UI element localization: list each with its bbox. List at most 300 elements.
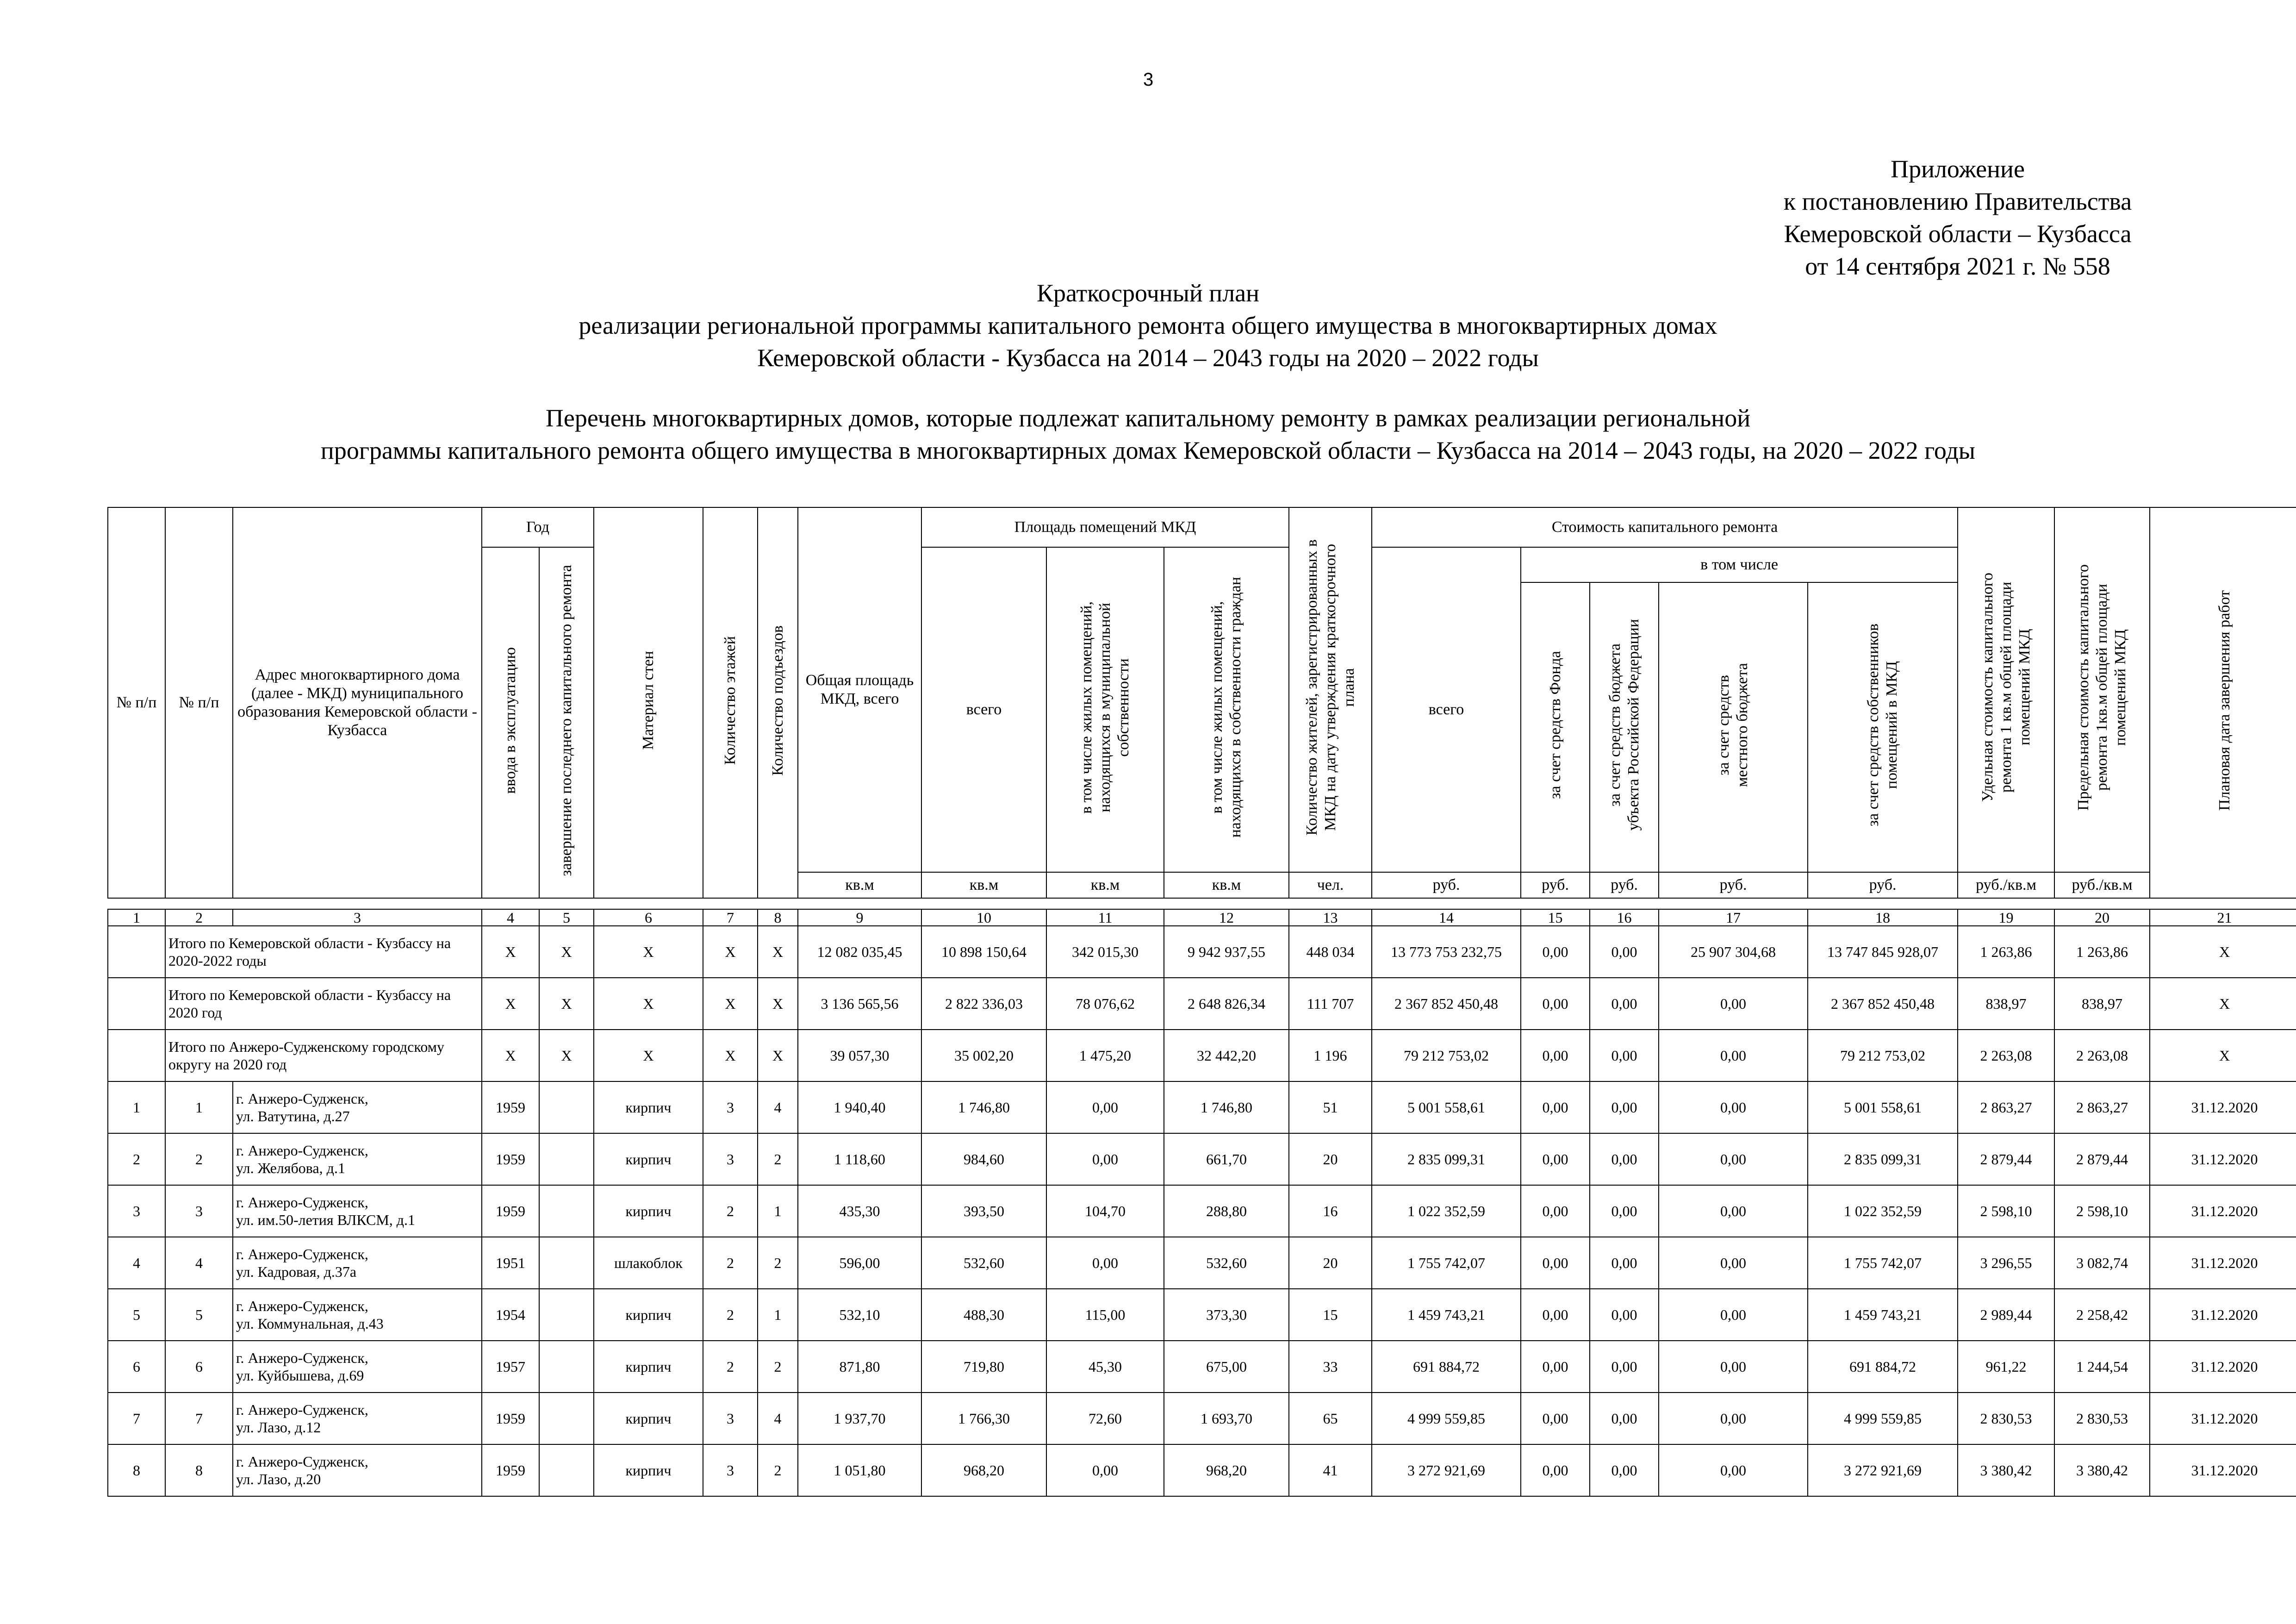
row-c4: 1959 [482, 1185, 539, 1237]
row-c10: 1 766,30 [921, 1393, 1046, 1444]
row-c14: 1 459 743,21 [1372, 1289, 1521, 1341]
row-address [233, 1393, 482, 1444]
total-c21: X [2150, 978, 2296, 1030]
total-label: Итого по Анжеро-Судженскому городскому округу на 2020 год [165, 1030, 482, 1081]
row-c9: 1 937,70 [798, 1393, 921, 1444]
row-c11: 0,00 [1046, 1237, 1164, 1289]
header-col-residents: Количество жителей, зарегистрированных в МКД на дату утверждения краткосрочного плана [1289, 507, 1372, 872]
row-number: 1 [108, 1081, 165, 1133]
appendix-line: Кемеровской области – Кузбасса [1784, 220, 2132, 248]
header-col-total-area: Общая площадь МКД, всего [798, 507, 921, 872]
total-c10: 10 898 150,64 [921, 926, 1046, 978]
unit-cell: руб. [1808, 872, 1958, 898]
column-number: 11 [1046, 909, 1164, 926]
row-c16: 0,00 [1590, 1341, 1659, 1393]
row-c9: 871,80 [798, 1341, 921, 1393]
total-c15: 0,00 [1521, 926, 1590, 978]
column-number: 21 [2150, 909, 2296, 926]
row-c17: 0,00 [1659, 1237, 1808, 1289]
row-c5 [539, 1185, 594, 1237]
address-city: г. Анжеро-Судженск, [236, 1453, 368, 1470]
table-row [108, 1237, 2296, 1289]
row-c15: 0,00 [1521, 1133, 1590, 1185]
row-c19: 2 879,44 [1958, 1133, 2054, 1185]
unit-cell: чел. [1289, 872, 1372, 898]
row-c10: 1 746,80 [921, 1081, 1046, 1133]
row-c14: 691 884,72 [1372, 1341, 1521, 1393]
row-c11: 72,60 [1046, 1393, 1164, 1444]
table-row [108, 1289, 2296, 1341]
row-c10: 968,20 [921, 1444, 1046, 1496]
row-c15: 0,00 [1521, 1444, 1590, 1496]
row-number-2: 3 [165, 1185, 233, 1237]
row-c14: 1 755 742,07 [1372, 1237, 1521, 1289]
row-c17: 0,00 [1659, 1444, 1808, 1496]
total-blank [108, 926, 165, 978]
row-c6: кирпич [594, 1393, 703, 1444]
row-number: 2 [108, 1133, 165, 1185]
total-c19: 1 263,86 [1958, 926, 2054, 978]
row-c6: кирпич [594, 1133, 703, 1185]
row-c13: 41 [1289, 1444, 1372, 1496]
header-col-local-budget: за счет средств местного бюджета [1659, 582, 1808, 872]
row-c10: 984,60 [921, 1133, 1046, 1185]
total-c14: 13 773 753 232,75 [1372, 926, 1521, 978]
row-c13: 33 [1289, 1341, 1372, 1393]
total-c7: X [703, 978, 758, 1030]
row-c21: 31.12.2020 [2150, 1081, 2296, 1133]
row-c21: 31.12.2020 [2150, 1185, 2296, 1237]
total-c11: 78 076,62 [1046, 978, 1164, 1030]
row-address [233, 1133, 482, 1185]
total-c5: X [539, 1030, 594, 1081]
row-c9: 1 940,40 [798, 1081, 921, 1133]
total-c18: 13 747 845 928,07 [1808, 926, 1958, 978]
row-c13: 20 [1289, 1133, 1372, 1185]
row-c20: 2 879,44 [2054, 1133, 2150, 1185]
row-c12: 968,20 [1164, 1444, 1289, 1496]
row-c11: 115,00 [1046, 1289, 1164, 1341]
row-c13: 16 [1289, 1185, 1372, 1237]
row-c20: 1 244,54 [2054, 1341, 2150, 1393]
row-c16: 0,00 [1590, 1081, 1659, 1133]
row-c19: 2 863,27 [1958, 1081, 2054, 1133]
row-number-2: 7 [165, 1393, 233, 1444]
total-c7: X [703, 926, 758, 978]
row-c14: 5 001 558,61 [1372, 1081, 1521, 1133]
row-c10: 488,30 [921, 1289, 1046, 1341]
column-number: 16 [1590, 909, 1659, 926]
row-c6: кирпич [594, 1081, 703, 1133]
table-row [108, 1185, 2296, 1237]
row-c4: 1959 [482, 1133, 539, 1185]
total-c17: 0,00 [1659, 1030, 1808, 1081]
total-row [108, 978, 2296, 1030]
total-c4: X [482, 978, 539, 1030]
row-number: 7 [108, 1393, 165, 1444]
row-c8: 2 [758, 1133, 798, 1185]
row-c5 [539, 1393, 594, 1444]
row-c7: 3 [703, 1393, 758, 1444]
address-city: г. Анжеро-Судженск, [236, 1298, 368, 1314]
row-c15: 0,00 [1521, 1341, 1590, 1393]
column-number: 18 [1808, 909, 1958, 926]
total-blank [108, 1030, 165, 1081]
row-c20: 2 598,10 [2054, 1185, 2150, 1237]
table-header [107, 507, 2296, 899]
total-row [108, 926, 2296, 978]
row-c15: 0,00 [1521, 1081, 1590, 1133]
table-row [108, 1081, 2296, 1133]
row-c4: 1954 [482, 1289, 539, 1341]
row-c6: кирпич [594, 1444, 703, 1496]
row-address [233, 1289, 482, 1341]
header-incl-group: в том числе [1521, 547, 1958, 582]
unit-cell: кв.м [1164, 872, 1289, 898]
row-c18: 3 272 921,69 [1808, 1444, 1958, 1496]
row-c6: шлакоблок [594, 1237, 703, 1289]
unit-cell: кв.м [921, 872, 1046, 898]
address-street: ул. Куйбышева, д.69 [236, 1367, 364, 1384]
address-city: г. Анжеро-Судженск, [236, 1349, 368, 1366]
column-number: 6 [594, 909, 703, 926]
column-number: 12 [1164, 909, 1289, 926]
row-c20: 3 082,74 [2054, 1237, 2150, 1289]
total-c12: 9 942 937,55 [1164, 926, 1289, 978]
row-c16: 0,00 [1590, 1185, 1659, 1237]
header-col-area-private: в том числе жилых помещений, находящихся в собственности граждан [1164, 547, 1289, 872]
subtitle-line: программы капитального ремонта общего имущества в многоквартирных домах Кемеровской области – Кузбасса на 2014 – 2043 годы, на 2020 – 2022 годы [320, 437, 1976, 464]
row-c14: 4 999 559,85 [1372, 1393, 1521, 1444]
header-col-cost-total: всего [1372, 547, 1521, 872]
total-c12: 32 442,20 [1164, 1030, 1289, 1081]
column-number: 2 [165, 909, 233, 926]
row-c11: 0,00 [1046, 1444, 1164, 1496]
row-number: 3 [108, 1185, 165, 1237]
row-c18: 1 755 742,07 [1808, 1237, 1958, 1289]
table-row [108, 1133, 2296, 1185]
column-number: 13 [1289, 909, 1372, 926]
total-c19: 838,97 [1958, 978, 2054, 1030]
header-cost-group: Стоимость капитального ремонта [1372, 507, 1958, 547]
header-year-group: Год [482, 507, 594, 547]
total-c11: 342 015,30 [1046, 926, 1164, 978]
column-number: 7 [703, 909, 758, 926]
total-c14: 79 212 753,02 [1372, 1030, 1521, 1081]
total-c6: X [594, 1030, 703, 1081]
header-col-wall: Материал стен [594, 507, 703, 898]
row-c5 [539, 1444, 594, 1496]
row-c7: 2 [703, 1341, 758, 1393]
total-c17: 0,00 [1659, 978, 1808, 1030]
row-c11: 104,70 [1046, 1185, 1164, 1237]
row-c5 [539, 1237, 594, 1289]
row-address [233, 1185, 482, 1237]
row-number: 5 [108, 1289, 165, 1341]
header-col-fund: за счет средств Фонда [1521, 582, 1590, 872]
row-c19: 961,22 [1958, 1341, 2054, 1393]
total-c11: 1 475,20 [1046, 1030, 1164, 1081]
row-c7: 3 [703, 1133, 758, 1185]
row-number-2: 4 [165, 1237, 233, 1289]
row-c12: 532,60 [1164, 1237, 1289, 1289]
total-c20: 2 263,08 [2054, 1030, 2150, 1081]
header-col-owners: за счет средств собственников помещений в МКД [1808, 582, 1958, 872]
row-address [233, 1081, 482, 1133]
row-c4: 1959 [482, 1393, 539, 1444]
header-col-unit-cost: Удельная стоимость капитального ремонта 1 кв.м общей площади помещений МКД [1958, 507, 2054, 872]
row-c17: 0,00 [1659, 1133, 1808, 1185]
total-c18: 2 367 852 450,48 [1808, 978, 1958, 1030]
row-c20: 3 380,42 [2054, 1444, 2150, 1496]
row-address [233, 1444, 482, 1496]
total-c6: X [594, 926, 703, 978]
total-c8: X [758, 1030, 798, 1081]
total-c8: X [758, 926, 798, 978]
unit-cell: руб./кв.м [2054, 872, 2150, 898]
row-c9: 596,00 [798, 1237, 921, 1289]
row-c19: 2 598,10 [1958, 1185, 2054, 1237]
title-line: Краткосрочный план [1036, 279, 1260, 307]
header-col-limit-cost: Предельная стоимость капитального ремонта 1кв.м общей площади помещений МКД [2054, 507, 2150, 872]
column-number-row [108, 909, 2296, 926]
unit-cell: кв.м [1046, 872, 1164, 898]
header-col-last-repair: завершение последнего капитального ремонта [539, 547, 594, 898]
table-row [108, 1393, 2296, 1444]
row-c13: 15 [1289, 1289, 1372, 1341]
appendix-line: Приложение [1891, 155, 2025, 183]
address-street: ул. Кадровая, д.37а [236, 1263, 357, 1280]
row-c5 [539, 1133, 594, 1185]
row-c6: кирпич [594, 1341, 703, 1393]
row-c19: 3 296,55 [1958, 1237, 2054, 1289]
row-c19: 2 989,44 [1958, 1289, 2054, 1341]
row-number-2: 5 [165, 1289, 233, 1341]
total-label: Итого по Кемеровской области - Кузбассу на 2020 год [165, 978, 482, 1030]
total-c9: 39 057,30 [798, 1030, 921, 1081]
row-c19: 2 830,53 [1958, 1393, 2054, 1444]
row-c20: 2 258,42 [2054, 1289, 2150, 1341]
row-c9: 1 051,80 [798, 1444, 921, 1496]
row-c8: 4 [758, 1393, 798, 1444]
row-c4: 1959 [482, 1444, 539, 1496]
total-c12: 2 648 826,34 [1164, 978, 1289, 1030]
address-city: г. Анжеро-Судженск, [236, 1401, 368, 1418]
row-c11: 0,00 [1046, 1081, 1164, 1133]
address-street: ул. Ватутина, д.27 [236, 1108, 350, 1124]
unit-cell: руб. [1590, 872, 1659, 898]
column-number: 3 [233, 909, 482, 926]
row-c18: 2 835 099,31 [1808, 1133, 1958, 1185]
total-c7: X [703, 1030, 758, 1081]
total-c4: X [482, 926, 539, 978]
column-number: 15 [1521, 909, 1590, 926]
row-c12: 1 693,70 [1164, 1393, 1289, 1444]
title-line: Кемеровской области - Кузбасса на 2014 – 2043 годы на 2020 – 2022 годы [757, 344, 1539, 372]
row-c8: 1 [758, 1185, 798, 1237]
row-c7: 2 [703, 1185, 758, 1237]
row-c16: 0,00 [1590, 1444, 1659, 1496]
data-table [107, 909, 2296, 1497]
row-c12: 1 746,80 [1164, 1081, 1289, 1133]
row-c4: 1959 [482, 1081, 539, 1133]
row-c21: 31.12.2020 [2150, 1289, 2296, 1341]
total-c21: X [2150, 1030, 2296, 1081]
row-c16: 0,00 [1590, 1289, 1659, 1341]
row-c20: 2 830,53 [2054, 1393, 2150, 1444]
unit-cell: руб. [1659, 872, 1808, 898]
row-number: 6 [108, 1341, 165, 1393]
row-c16: 0,00 [1590, 1393, 1659, 1444]
row-c10: 719,80 [921, 1341, 1046, 1393]
address-city: г. Анжеро-Судженск, [236, 1194, 368, 1211]
row-c4: 1951 [482, 1237, 539, 1289]
header-col-area-municipal: в том числе жилых помещений, находящихся в муниципальной собственности [1046, 547, 1164, 872]
header-col-entrances: Количество подъездов [758, 507, 798, 898]
header-col-completion-date: Плановая дата завершения работ [2150, 507, 2296, 898]
row-c8: 2 [758, 1444, 798, 1496]
total-c4: X [482, 1030, 539, 1081]
table-row [108, 1444, 2296, 1496]
row-c9: 1 118,60 [798, 1133, 921, 1185]
table-body [108, 909, 2296, 1496]
row-c7: 2 [703, 1237, 758, 1289]
total-c16: 0,00 [1590, 926, 1659, 978]
unit-cell: руб./кв.м [1958, 872, 2054, 898]
total-c16: 0,00 [1590, 978, 1659, 1030]
total-label: Итого по Кемеровской области - Кузбассу на 2020-2022 годы [165, 926, 482, 978]
unit-cell: руб. [1372, 872, 1521, 898]
row-c21: 31.12.2020 [2150, 1237, 2296, 1289]
address-city: г. Анжеро-Судженск, [236, 1246, 368, 1262]
row-c13: 65 [1289, 1393, 1372, 1444]
row-c11: 45,30 [1046, 1341, 1164, 1393]
row-c18: 1 022 352,59 [1808, 1185, 1958, 1237]
appendix-line: от 14 сентября 2021 г. № 558 [1805, 252, 2110, 280]
row-number-2: 1 [165, 1081, 233, 1133]
header-col-1: № п/п [108, 507, 165, 898]
row-c15: 0,00 [1521, 1289, 1590, 1341]
appendix-line: к постановлению Правительства [1783, 187, 2132, 215]
total-row [108, 1030, 2296, 1081]
total-c5: X [539, 978, 594, 1030]
row-c18: 4 999 559,85 [1808, 1393, 1958, 1444]
column-number: 14 [1372, 909, 1521, 926]
column-number: 4 [482, 909, 539, 926]
row-c15: 0,00 [1521, 1185, 1590, 1237]
total-c8: X [758, 978, 798, 1030]
total-c10: 35 002,20 [921, 1030, 1046, 1081]
unit-cell: руб. [1521, 872, 1590, 898]
row-number-2: 6 [165, 1341, 233, 1393]
total-c15: 0,00 [1521, 978, 1590, 1030]
row-c13: 51 [1289, 1081, 1372, 1133]
column-number: 19 [1958, 909, 2054, 926]
row-c10: 393,50 [921, 1185, 1046, 1237]
total-c20: 1 263,86 [2054, 926, 2150, 978]
row-c6: кирпич [594, 1185, 703, 1237]
total-c6: X [594, 978, 703, 1030]
address-city: г. Анжеро-Судженск, [236, 1142, 368, 1159]
row-c9: 532,10 [798, 1289, 921, 1341]
total-c10: 2 822 336,03 [921, 978, 1046, 1030]
total-c17: 25 907 304,68 [1659, 926, 1808, 978]
total-c9: 12 082 035,45 [798, 926, 921, 978]
row-c16: 0,00 [1590, 1237, 1659, 1289]
subtitle-line: Перечень многоквартирных домов, которые подлежат капитальному ремонту в рамках реализации региональной [545, 404, 1751, 432]
row-c12: 373,30 [1164, 1289, 1289, 1341]
total-c14: 2 367 852 450,48 [1372, 978, 1521, 1030]
total-c18: 79 212 753,02 [1808, 1030, 1958, 1081]
row-c16: 0,00 [1590, 1133, 1659, 1185]
row-c5 [539, 1341, 594, 1393]
row-c20: 2 863,27 [2054, 1081, 2150, 1133]
row-c8: 4 [758, 1081, 798, 1133]
row-c5 [539, 1081, 594, 1133]
row-c17: 0,00 [1659, 1289, 1808, 1341]
row-c14: 2 835 099,31 [1372, 1133, 1521, 1185]
row-address [233, 1237, 482, 1289]
row-c7: 2 [703, 1289, 758, 1341]
row-c8: 2 [758, 1341, 798, 1393]
total-c13: 448 034 [1289, 926, 1372, 978]
page-number: 3 [1143, 69, 1154, 90]
address-street: ул. Коммунальная, д.43 [236, 1315, 384, 1332]
column-number: 20 [2054, 909, 2150, 926]
address-street: ул. Лазо, д.12 [236, 1419, 321, 1436]
column-number: 8 [758, 909, 798, 926]
header-col-area-total: всего [921, 547, 1046, 872]
row-c9: 435,30 [798, 1185, 921, 1237]
column-number: 9 [798, 909, 921, 926]
row-c21: 31.12.2020 [2150, 1341, 2296, 1393]
address-street: ул. им.50-летия ВЛКСМ, д.1 [236, 1212, 416, 1228]
row-c7: 3 [703, 1444, 758, 1496]
row-c14: 3 272 921,69 [1372, 1444, 1521, 1496]
header-col-regional-budget: за счет средств бюджета убъекта Российской Федерации [1590, 582, 1659, 872]
row-c8: 1 [758, 1289, 798, 1341]
row-number: 8 [108, 1444, 165, 1496]
appendix-block [1726, 153, 2189, 282]
header-col-commission-year: ввода в эксплуатацию [482, 547, 539, 898]
title-line: реализации региональной программы капитального ремонта общего имущества в многоквартирных домах [579, 312, 1717, 339]
row-c10: 532,60 [921, 1237, 1046, 1289]
address-street: ул. Лазо, д.20 [236, 1471, 321, 1487]
column-number: 1 [108, 909, 165, 926]
row-number-2: 2 [165, 1133, 233, 1185]
row-c8: 2 [758, 1237, 798, 1289]
total-c5: X [539, 926, 594, 978]
row-c21: 31.12.2020 [2150, 1133, 2296, 1185]
total-c20: 838,97 [2054, 978, 2150, 1030]
row-number-2: 8 [165, 1444, 233, 1496]
column-number: 5 [539, 909, 594, 926]
unit-cell: кв.м [798, 872, 921, 898]
row-c12: 675,00 [1164, 1341, 1289, 1393]
table-row [108, 1341, 2296, 1393]
row-c18: 1 459 743,21 [1808, 1289, 1958, 1341]
row-c14: 1 022 352,59 [1372, 1185, 1521, 1237]
row-c4: 1957 [482, 1341, 539, 1393]
total-c13: 111 707 [1289, 978, 1372, 1030]
total-c16: 0,00 [1590, 1030, 1659, 1081]
address-street: ул. Желябова, д.1 [236, 1160, 345, 1176]
total-c15: 0,00 [1521, 1030, 1590, 1081]
row-c13: 20 [1289, 1237, 1372, 1289]
total-c9: 3 136 565,56 [798, 978, 921, 1030]
column-number: 17 [1659, 909, 1808, 926]
row-c6: кирпич [594, 1289, 703, 1341]
